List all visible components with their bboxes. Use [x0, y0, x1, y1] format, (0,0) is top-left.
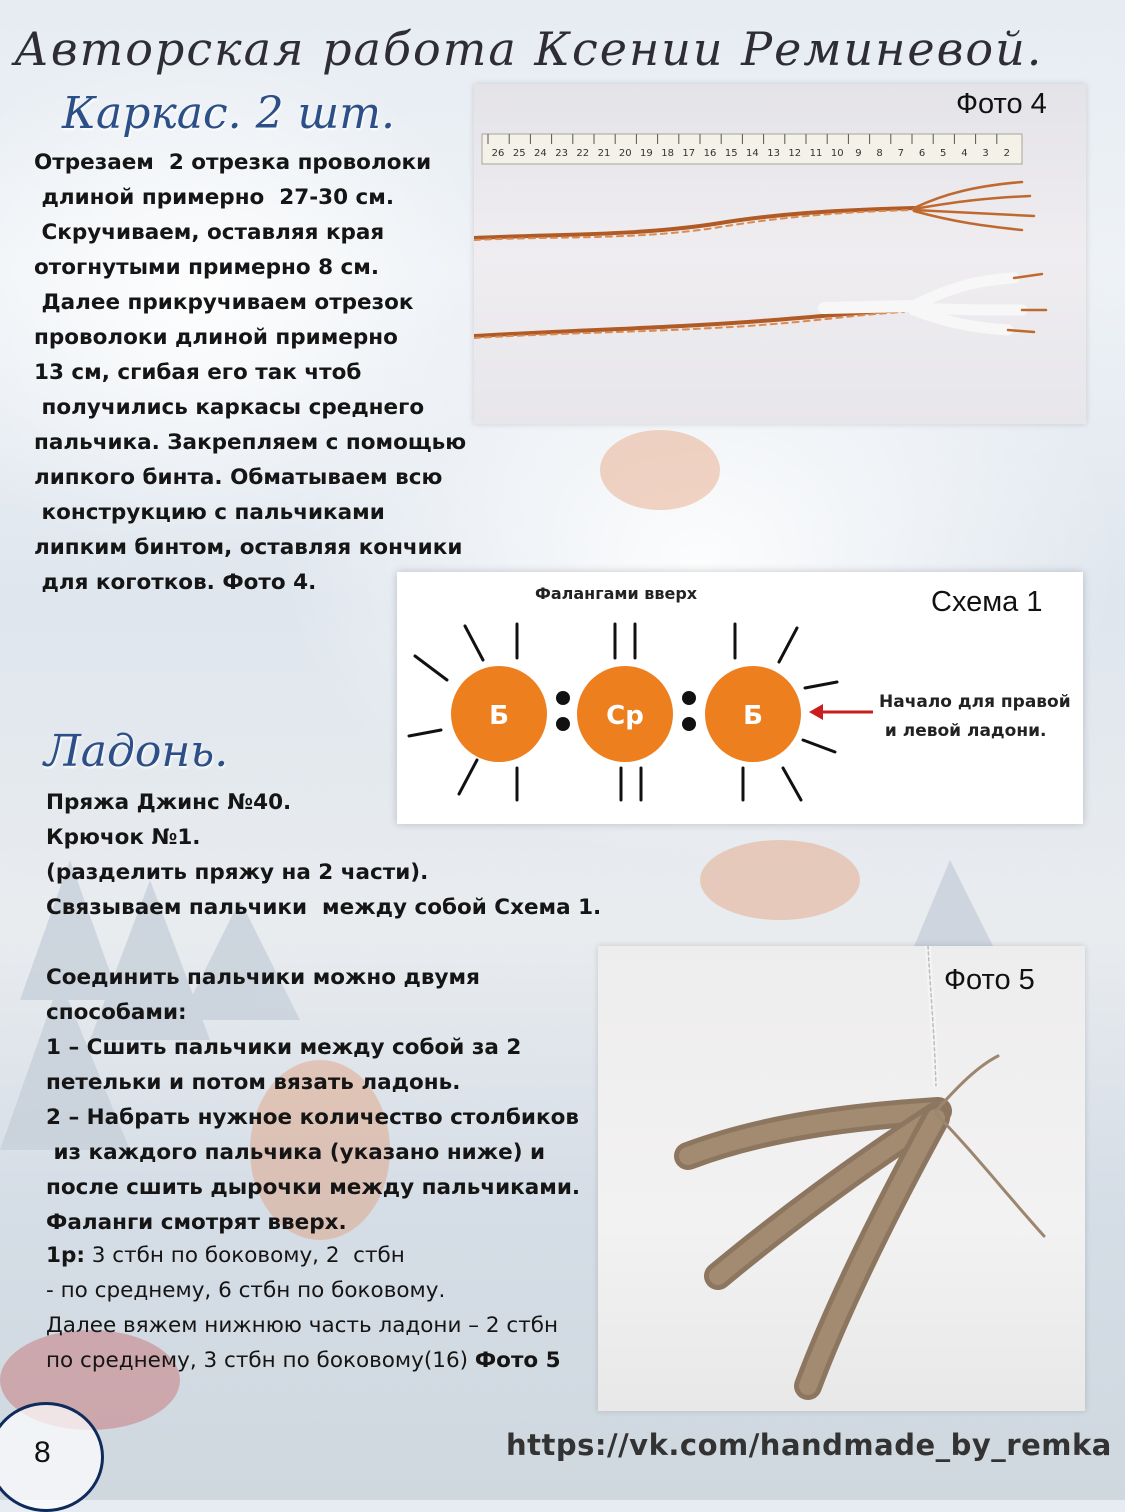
photo-4: [474, 84, 1086, 424]
tape-number: 17: [682, 148, 696, 159]
tape-number: 11: [809, 148, 823, 159]
circle-label-right: Б: [743, 701, 763, 731]
tape-number: 26: [491, 148, 505, 159]
tape-number: 6: [918, 148, 926, 159]
tape-number: 10: [830, 148, 844, 159]
row-label: 1р:: [46, 1243, 85, 1268]
tape-number: 8: [876, 148, 883, 159]
tape-number: 13: [767, 148, 780, 159]
photo-4-label: Фото 4: [956, 88, 1047, 120]
start-arrow-icon: [809, 704, 873, 720]
section-title-palm: Ладонь.: [44, 726, 229, 777]
footer-link[interactable]: https://vk.com/handmade_by_remka: [506, 1428, 1112, 1462]
tape-number: 15: [724, 148, 738, 159]
measuring-tape: [482, 134, 1022, 164]
palm-materials: Пряжа Джинс №40. Крючок №1. (разделить пряжу на 2 части). Связываем пальчики между собой Схема 1.: [46, 790, 602, 920]
scheme-1-label: Схема 1: [931, 586, 1043, 618]
photo-5: [598, 946, 1085, 1411]
tape-number: 3: [982, 148, 989, 159]
photo-reference: Фото 5: [474, 1348, 561, 1373]
tape-number: 19: [640, 148, 653, 159]
tape-number: 7: [897, 148, 904, 159]
crochet-fingers-photo: [598, 946, 1085, 1411]
circle-label-middle: Ср: [606, 701, 644, 731]
twisted-wire-bottom: [474, 274, 1046, 338]
frame-instructions: Отрезаем 2 отрезка проволоки длиной примерно 27-30 см. Скручиваем, оставляя края отогнутыми примерно 8 см. Далее прикручиваем отрезок проволоки длиной примерно 13 см, сгибая его так чтоб получились каркасы среднего пальчика. Закрепляем с помощью липкого бинта. Обматываем всю конструкцию с пальчиками липким бинтом, оставляя кончики для коготков. Фото 4.: [34, 150, 467, 595]
tape-number: 16: [703, 148, 717, 159]
tape-number: 22: [576, 148, 590, 159]
palm-row-1: [46, 1238, 561, 1378]
tape-number: 5: [940, 148, 947, 159]
circle-label-left: Б: [489, 701, 509, 731]
tape-number: 18: [661, 148, 674, 159]
tape-number: 4: [961, 148, 968, 159]
tape-number: 24: [534, 148, 547, 159]
tape-number: 25: [512, 148, 526, 159]
tape-number: 20: [618, 148, 632, 159]
palm-join-methods: Соединить пальчики можно двумя способами: 1 – Сшить пальчики между собой за 2 петельки и потом вязать ладонь. 2 – Набрать нужное количество столбиков из каждого пальчика (указано ниже) и после сшить дырочки между пальчиками. Фаланги смотрят вверх.: [46, 965, 581, 1235]
photo-5-label: Фото 5: [944, 964, 1035, 996]
author-title: Авторская работа Ксении Реминевой.: [14, 22, 1044, 76]
tape-number: 21: [597, 148, 611, 159]
tape-number: 14: [746, 148, 759, 159]
tape-number: 12: [788, 148, 802, 159]
crocheted-fingers: [688, 946, 1044, 1386]
twisted-wire-top: [474, 182, 1034, 240]
section-title-frame: Каркас. 2 шт.: [62, 88, 395, 139]
page-number: 8: [34, 1436, 51, 1469]
scheme-start-note: Начало для правой и левой ладони.: [879, 692, 1071, 741]
scheme-top-label: Фалангами вверх: [535, 584, 698, 603]
tape-number: 2: [1003, 148, 1010, 159]
tape-number: 9: [855, 148, 862, 159]
row-text: 3 стбн по боковому, 2 стбн - по среднему, 6 стбн по боковому. Далее вяжем нижнюю часть ладони – 2 стбн по среднему, 3 стбн по боковому(16): [46, 1243, 559, 1373]
tape-number: 23: [555, 148, 568, 159]
wire-frame-photo: [474, 84, 1086, 424]
